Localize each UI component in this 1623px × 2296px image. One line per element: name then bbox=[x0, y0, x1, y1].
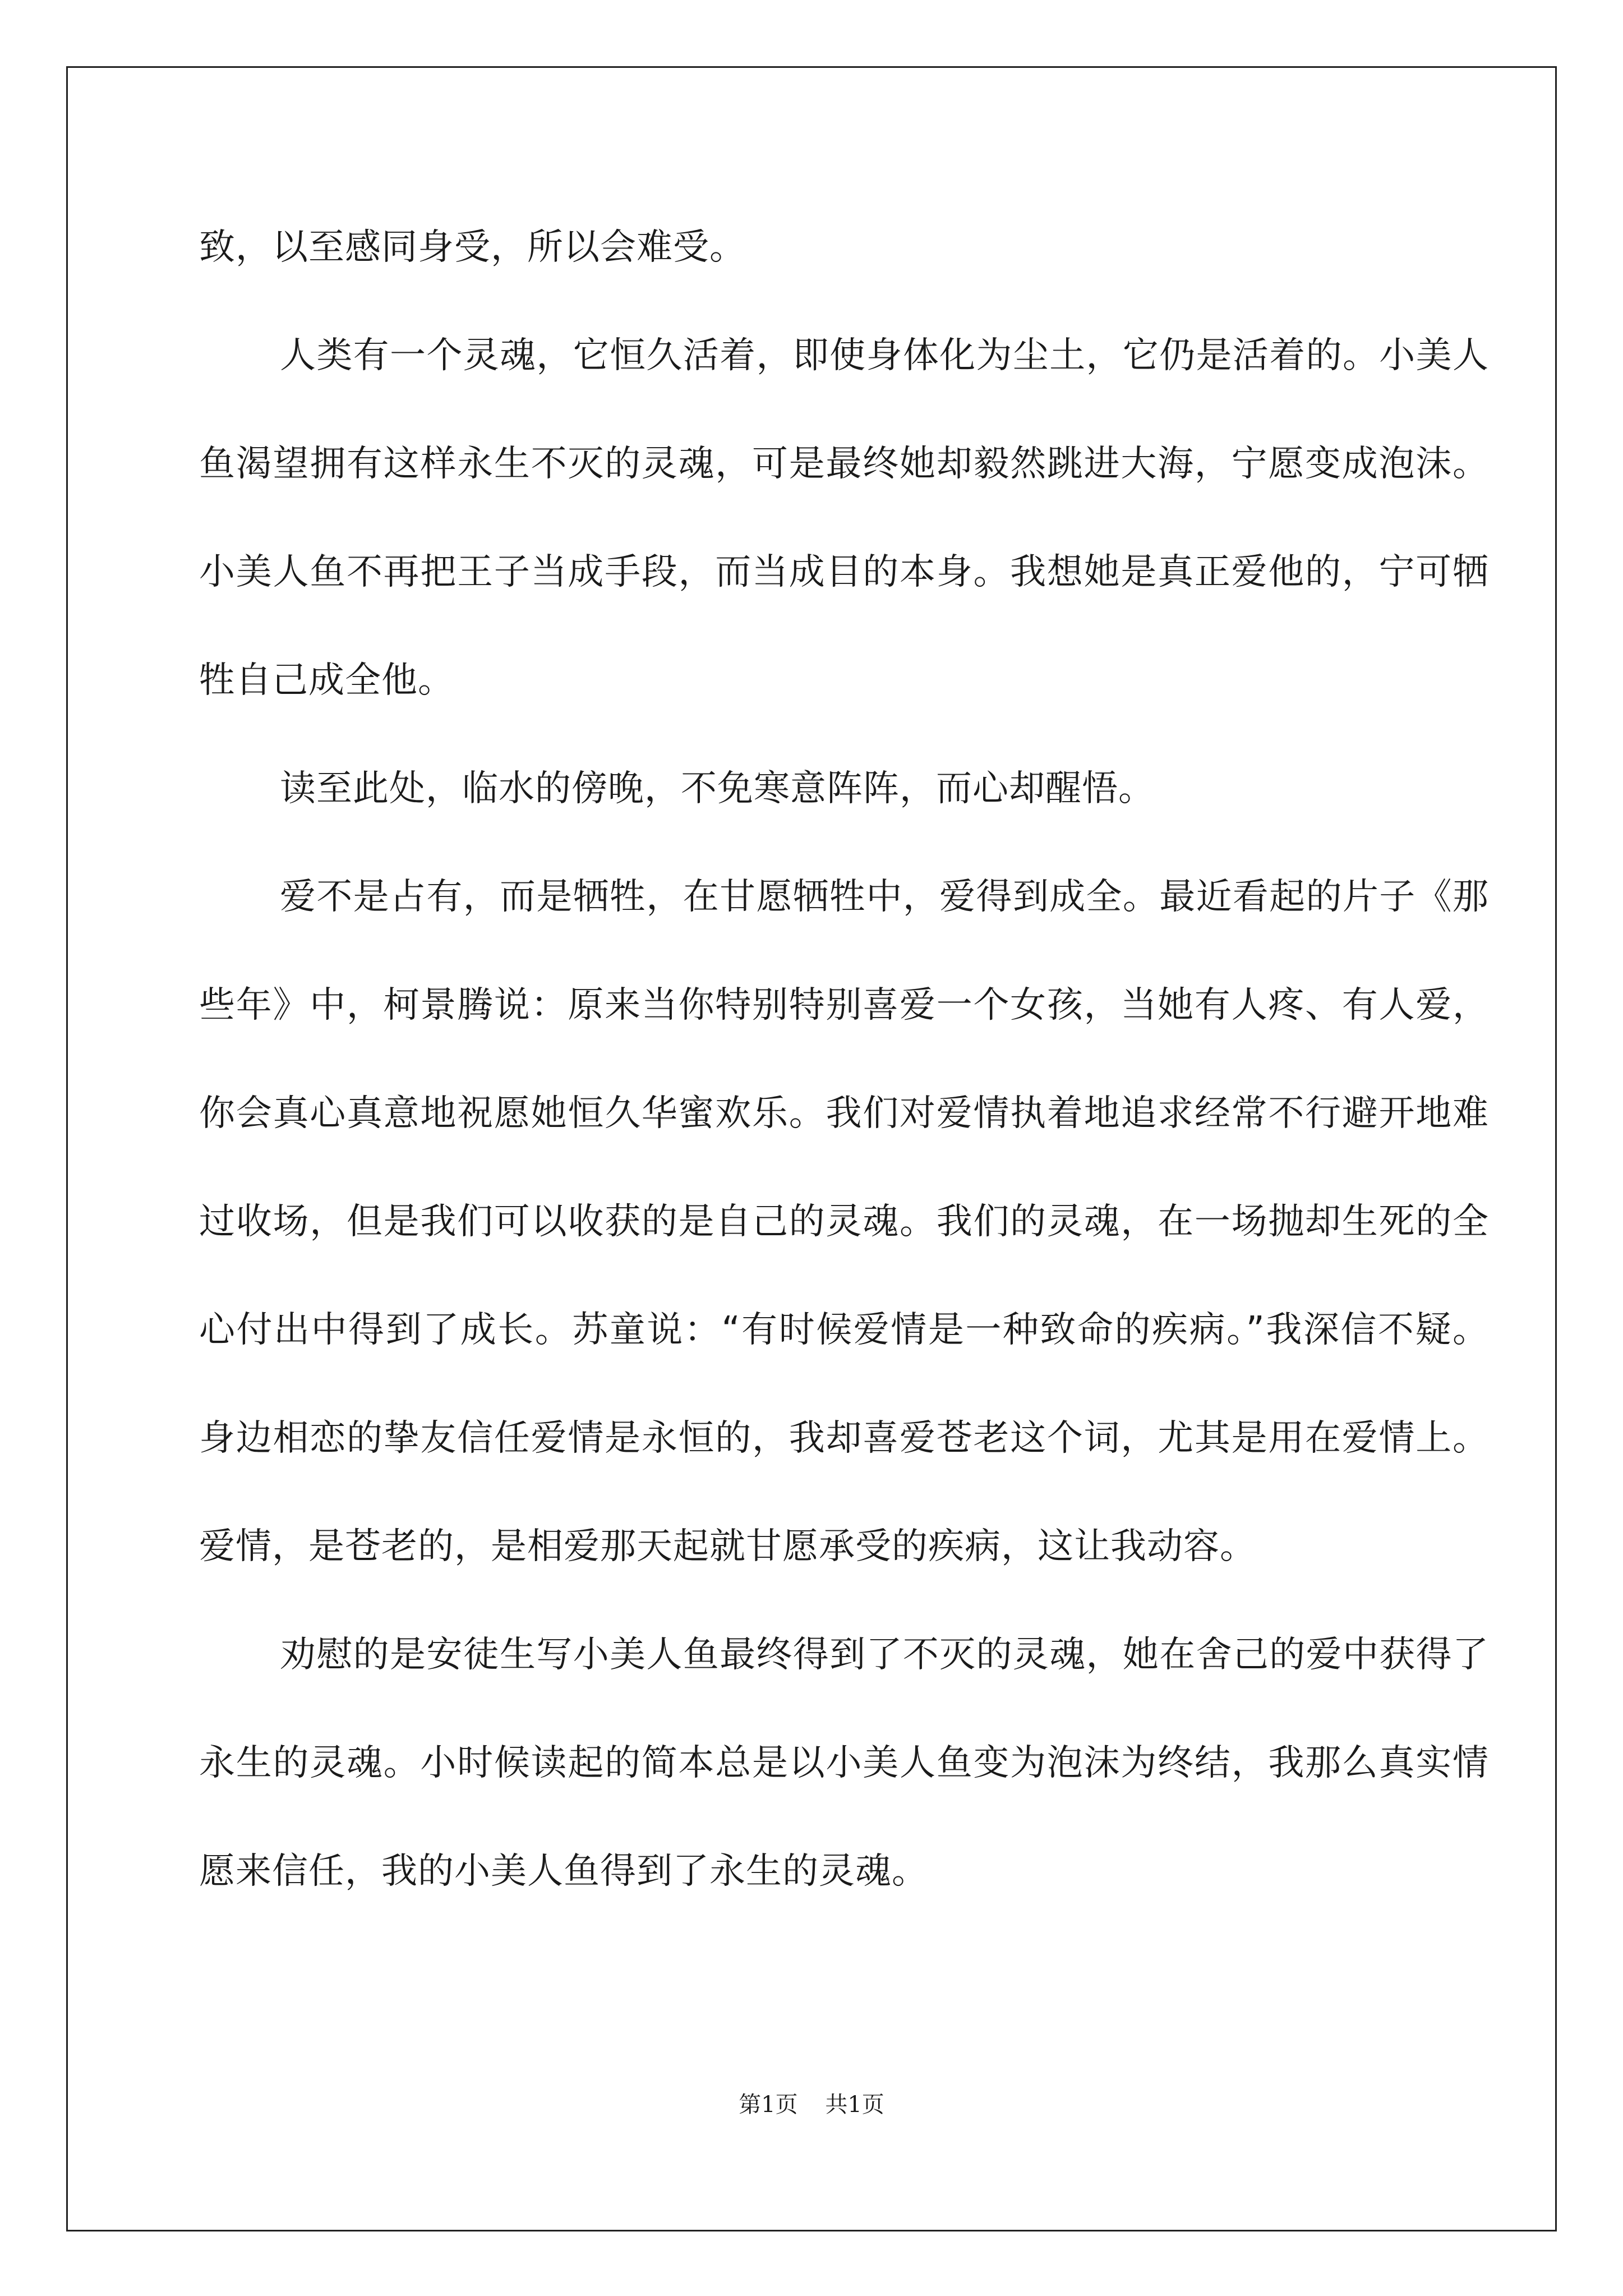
page-footer bbox=[0, 2087, 1623, 2119]
paragraph-1: 人类有一个灵魂，它恒久活着，即使身体化为尘土，它仍是活着的。小美人鱼渴望拥有这样永生不灭的灵魂，可是最终她却毅然跳进大海，宁愿变成泡沫。小美人鱼不再把王子当成手段，而当成目的本身。我想她是真正爱他的，宁可牺牲自己成全他。 bbox=[199, 335, 1489, 701]
paragraph-0: 致，以至感同身受，所以会难受。 bbox=[199, 227, 746, 268]
paragraph-2: 读至此处，临水的傍晚，不免寒意阵阵，而心却醒悟。 bbox=[280, 768, 1155, 809]
paragraph-4: 劝慰的是安徒生写小美人鱼最终得到了不灭的灵魂，她在舍己的爱中获得了永生的灵魂。小时候读起的简本总是以小美人鱼变为泡沫为终结，我那么真实情愿来信任，我的小美人鱼得到了永生的灵魂。 bbox=[199, 1634, 1489, 1892]
document-body bbox=[199, 194, 1489, 1926]
page-total: 共1页 bbox=[825, 2092, 884, 2118]
page-number: 第1页 bbox=[739, 2092, 798, 2118]
paragraph-3: 爱不是占有，而是牺牲，在甘愿牺牲中，爱得到成全。最近看起的片子《那些年》中，柯景腾说：原来当你特别特别喜爱一个女孩，当她有人疼、有人爱，你会真心真意地祝愿她恒久华蜜欢乐。我们对爱情执着地追求经常不行避开地难过收场，但是我们可以收获的是自己的灵魂。我们的灵魂，在一场抛却生死的全心付出中得到了成长。苏童说：“有时候爱情是一种致命的疾病。”我深信不疑。身边相恋的挚友信任爱情是永恒的，我却喜爱苍老这个词，尤其是用在爱情上。爱情，是苍老的，是相爱那天起就甘愿承受的疾病，这让我动容。 bbox=[199, 876, 1489, 1567]
